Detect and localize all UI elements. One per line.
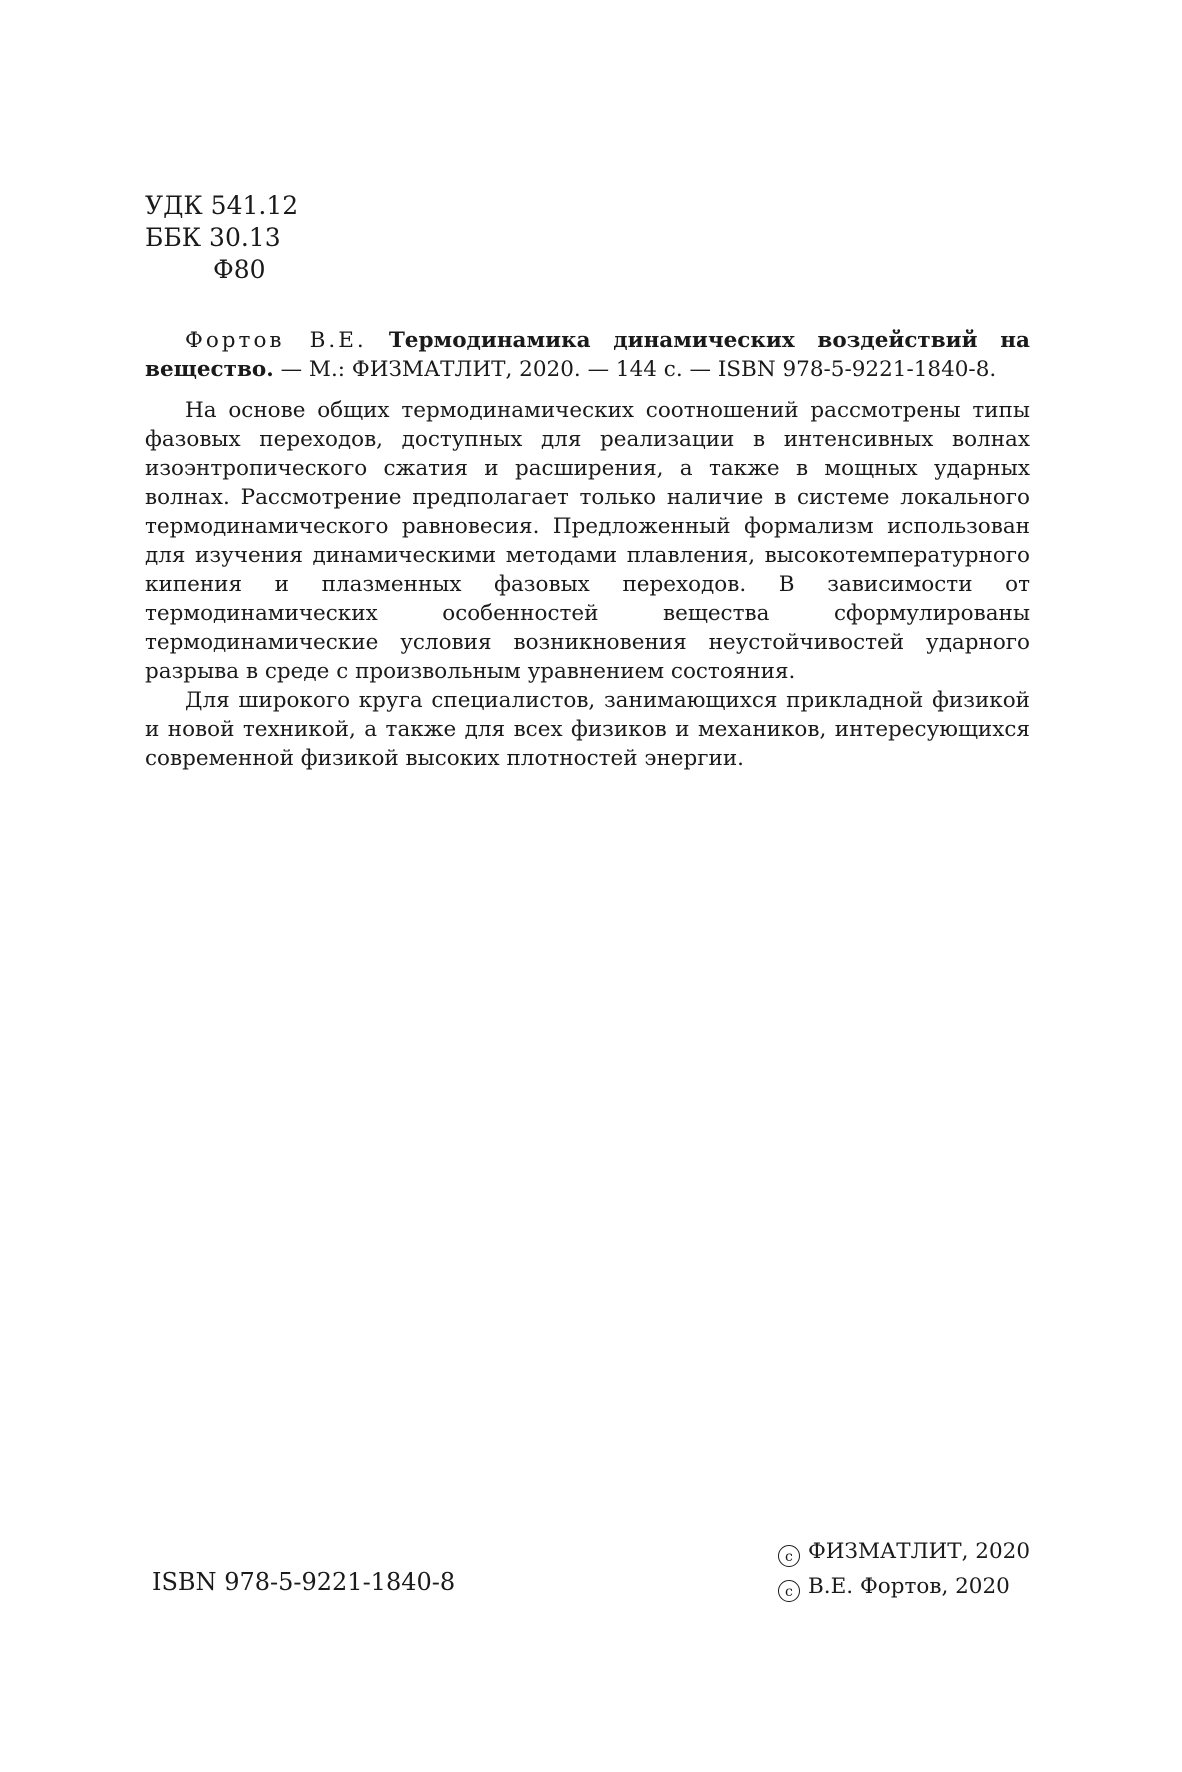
bbk-code: ББК 30.13 <box>145 223 281 252</box>
copyright-block <box>778 1534 1030 1604</box>
copyright-holder: ФИЗМАТЛИТ, 2020 <box>807 1539 1030 1564</box>
copyright-line <box>778 1569 1030 1604</box>
bib-author: Фортов В.Е. <box>185 328 367 353</box>
bibliographic-record <box>145 326 1030 384</box>
author-mark: Ф80 <box>213 255 266 284</box>
copyright-icon: c <box>778 1545 800 1567</box>
copyright-holder: В.Е. Фортов, 2020 <box>807 1574 1010 1599</box>
isbn-number: ISBN 978-5-9221-1840-8 <box>152 1568 456 1596</box>
abstract-paragraph: Для широкого круга специалистов, занимающихся прикладной физикой и новой техникой, а также для всех физиков и механиков, интересующихся современной физикой высоких плотностей энергии. <box>145 688 1030 771</box>
abstract-paragraph: На основе общих термодинамических соотношений рассмотрены типы фазовых переходов, доступных для реализации в интенсивных волнах изоэнтропического сжатия и расширения, а также в мощных ударных волнах. Рассмотрение предполагает только наличие в системе локального термодинамического равновесия. Предложенный формализм использован для изучения динамическими методами плавления, высокотемпературного кипения и плазменных фазовых переходов. В зависимости от термодинамических особенностей вещества сформулированы термодинамические условия возникновения неустойчивостей ударного разрыва в среде с произвольным уравнением состояния. <box>145 398 1030 684</box>
abstract <box>145 396 1030 773</box>
copyright-line <box>778 1534 1030 1569</box>
bib-title: Термодинамика динамических воздействий на вещество. <box>145 328 1030 382</box>
copyright-icon: c <box>778 1580 800 1602</box>
bib-details: — М.: ФИЗМАТЛИТ, 2020. — 144 с. — ISBN 978-5-9221-1840-8. <box>280 357 997 382</box>
udk-code: УДК 541.12 <box>145 191 299 220</box>
classification-codes <box>145 190 298 286</box>
